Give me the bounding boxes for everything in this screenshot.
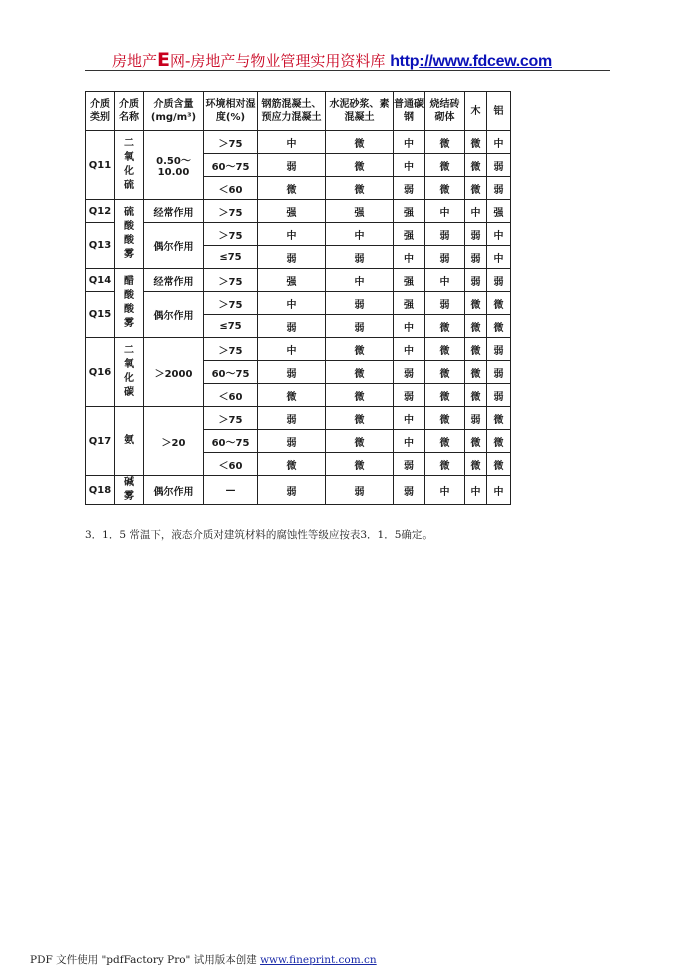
grade-cell: 微 [465, 384, 487, 407]
category-cell: Q15 [86, 292, 115, 338]
content-cell: 0.50～10.00 [144, 131, 204, 200]
table-row [86, 223, 511, 246]
humidity-cell: ＜60 [204, 453, 258, 476]
grade-cell: 弱 [326, 292, 394, 315]
table-header-row [86, 92, 511, 131]
grade-cell: 微 [465, 315, 487, 338]
grade-cell: 弱 [394, 476, 425, 505]
category-cell: Q18 [86, 476, 115, 505]
grade-cell: 中 [258, 131, 326, 154]
grade-cell: 微 [465, 453, 487, 476]
grade-cell: 中 [326, 223, 394, 246]
header-site-name: 房地产 [112, 52, 158, 70]
category-cell: Q12 [86, 200, 115, 223]
grade-cell: 弱 [394, 384, 425, 407]
grade-cell: 中 [487, 131, 511, 154]
grade-cell: 中 [326, 269, 394, 292]
medium-name-cell [115, 200, 144, 269]
grade-cell: 微 [425, 177, 465, 200]
grade-cell: 微 [425, 361, 465, 384]
grade-cell: 微 [465, 154, 487, 177]
grade-cell: 微 [425, 430, 465, 453]
grade-cell: 弱 [394, 453, 425, 476]
header-url-rest: ://www.fdcew.com [419, 53, 552, 70]
grade-cell: 中 [394, 407, 425, 430]
grade-cell: 弱 [487, 361, 511, 384]
header-e-letter: E [157, 49, 170, 71]
content-cell: 偶尔作用 [144, 223, 204, 269]
humidity-cell: ＞75 [204, 200, 258, 223]
grade-cell: 微 [465, 338, 487, 361]
grade-cell: 弱 [465, 407, 487, 430]
grade-cell: 弱 [465, 223, 487, 246]
grade-cell: 中 [487, 246, 511, 269]
humidity-cell: ＞75 [204, 338, 258, 361]
grade-cell: 微 [326, 131, 394, 154]
humidity-cell: ≤75 [204, 246, 258, 269]
grade-cell: 弱 [394, 177, 425, 200]
grade-cell: 微 [465, 177, 487, 200]
grade-cell: 中 [425, 269, 465, 292]
table-row [86, 338, 511, 361]
table-row [86, 131, 511, 154]
grade-cell: 微 [326, 361, 394, 384]
grade-cell: 中 [465, 476, 487, 505]
grade-cell: 弱 [258, 315, 326, 338]
medium-name-cell [115, 476, 144, 505]
humidity-cell: ＞75 [204, 223, 258, 246]
medium-name-cell [115, 131, 144, 200]
grade-cell: 弱 [425, 292, 465, 315]
grade-cell: 微 [425, 154, 465, 177]
grade-cell: 弱 [258, 154, 326, 177]
humidity-cell: ＞75 [204, 131, 258, 154]
medium-name: 碱雾 [124, 477, 134, 502]
medium-name: 氨 [124, 435, 134, 446]
grade-cell: 弱 [487, 338, 511, 361]
grade-cell: 微 [326, 177, 394, 200]
grade-cell: 微 [465, 292, 487, 315]
content-cell: 经常作用 [144, 269, 204, 292]
humidity-cell: 60～75 [204, 154, 258, 177]
grade-cell: 微 [425, 131, 465, 154]
grade-cell: 弱 [425, 223, 465, 246]
grade-cell: 强 [394, 292, 425, 315]
medium-name: 二氧化硫 [124, 138, 134, 191]
content-cell: 偶尔作用 [144, 292, 204, 338]
humidity-cell: — [204, 476, 258, 505]
grade-cell: 微 [326, 338, 394, 361]
grade-cell: 中 [394, 131, 425, 154]
grade-cell: 中 [487, 476, 511, 505]
grade-cell: 弱 [487, 177, 511, 200]
grade-cell: 弱 [258, 430, 326, 453]
table-row [86, 269, 511, 292]
column-header: 环境相对湿度(%) [204, 92, 258, 131]
header-site-subtitle: 网-房地产与物业管理实用资料库 [170, 52, 386, 70]
grade-cell: 中 [258, 223, 326, 246]
grade-cell: 微 [425, 407, 465, 430]
grade-cell: 强 [394, 200, 425, 223]
humidity-cell: ＞75 [204, 407, 258, 430]
grade-cell: 微 [326, 407, 394, 430]
table-body [86, 131, 511, 505]
medium-name-cell [115, 407, 144, 476]
grade-cell: 中 [394, 315, 425, 338]
table-row [86, 200, 511, 223]
clause-paragraph: 3．1．5 常温下，液态介质对建筑材料的腐蚀性等级应按表3．1．5确定。 [85, 529, 433, 541]
footer-text: PDF 文件使用 "pdfFactory Pro" 试用版本创建 [30, 954, 257, 966]
grade-cell: 微 [326, 384, 394, 407]
content-cell: 经常作用 [144, 200, 204, 223]
content-cell: ＞2000 [144, 338, 204, 407]
grade-cell: 中 [465, 200, 487, 223]
grade-cell: 微 [487, 292, 511, 315]
grade-cell: 中 [258, 338, 326, 361]
grade-cell: 中 [394, 338, 425, 361]
category-cell: Q16 [86, 338, 115, 407]
humidity-cell: ＜60 [204, 177, 258, 200]
table-row [86, 292, 511, 315]
grade-cell: 弱 [487, 154, 511, 177]
grade-cell: 微 [258, 384, 326, 407]
corrosion-table [85, 91, 511, 505]
grade-cell: 微 [425, 453, 465, 476]
grade-cell: 微 [425, 315, 465, 338]
grade-cell: 强 [258, 269, 326, 292]
grade-cell: 微 [326, 430, 394, 453]
grade-cell: 中 [394, 154, 425, 177]
humidity-cell: ＞75 [204, 269, 258, 292]
medium-name-cell [115, 269, 144, 338]
grade-cell: 弱 [326, 315, 394, 338]
pdf-footer [30, 952, 377, 967]
grade-cell: 中 [394, 246, 425, 269]
grade-cell: 微 [425, 338, 465, 361]
grade-cell: 微 [465, 430, 487, 453]
table-row [86, 407, 511, 430]
grade-cell: 弱 [258, 407, 326, 430]
medium-name-cell [115, 338, 144, 407]
grade-cell: 微 [487, 407, 511, 430]
column-header: 介质类别 [86, 92, 115, 131]
grade-cell: 微 [326, 453, 394, 476]
footer-link[interactable]: www.fineprint.com.cn [260, 954, 377, 966]
grade-cell: 中 [487, 223, 511, 246]
grade-cell: 微 [487, 430, 511, 453]
medium-name: 醋酸酸雾 [124, 276, 134, 329]
grade-cell: 弱 [258, 246, 326, 269]
grade-cell: 强 [326, 200, 394, 223]
grade-cell: 中 [425, 476, 465, 505]
humidity-cell: 60～75 [204, 361, 258, 384]
column-header: 木 [465, 92, 487, 131]
content-cell: ＞20 [144, 407, 204, 476]
grade-cell: 弱 [487, 384, 511, 407]
header-divider [85, 70, 610, 71]
category-cell: Q11 [86, 131, 115, 200]
humidity-cell: ＜60 [204, 384, 258, 407]
table-row [86, 476, 511, 505]
grade-cell: 弱 [487, 269, 511, 292]
grade-cell: 微 [258, 177, 326, 200]
grade-cell: 微 [258, 453, 326, 476]
grade-cell: 微 [465, 361, 487, 384]
content-cell: 偶尔作用 [144, 476, 204, 505]
grade-cell: 微 [487, 453, 511, 476]
grade-cell: 弱 [326, 476, 394, 505]
grade-cell: 弱 [326, 246, 394, 269]
page-header [112, 50, 632, 72]
header-url-link[interactable] [390, 53, 552, 70]
column-header: 烧结砖砌体 [425, 92, 465, 131]
category-cell: Q13 [86, 223, 115, 269]
header-url-prefix: http [390, 53, 420, 70]
grade-cell: 微 [326, 154, 394, 177]
grade-cell: 强 [394, 223, 425, 246]
column-header: 普通碳钢 [394, 92, 425, 131]
humidity-cell: 60～75 [204, 430, 258, 453]
column-header: 水泥砂浆、素混凝土 [326, 92, 394, 131]
column-header: 钢筋混凝土、预应力混凝土 [258, 92, 326, 131]
grade-cell: 弱 [465, 246, 487, 269]
grade-cell: 微 [487, 315, 511, 338]
medium-name: 硫酸酸雾 [124, 207, 134, 260]
grade-cell: 强 [487, 200, 511, 223]
humidity-cell: ＞75 [204, 292, 258, 315]
category-cell: Q17 [86, 407, 115, 476]
grade-cell: 弱 [258, 361, 326, 384]
grade-cell: 微 [465, 131, 487, 154]
grade-cell: 微 [425, 384, 465, 407]
medium-name: 二氧化碳 [124, 345, 134, 398]
grade-cell: 中 [258, 292, 326, 315]
grade-cell: 强 [258, 200, 326, 223]
grade-cell: 弱 [465, 269, 487, 292]
column-header: 介质含量(mg/m³) [144, 92, 204, 131]
humidity-cell: ≤75 [204, 315, 258, 338]
category-cell: Q14 [86, 269, 115, 292]
grade-cell: 中 [394, 430, 425, 453]
column-header: 介质名称 [115, 92, 144, 131]
grade-cell: 强 [394, 269, 425, 292]
grade-cell: 弱 [258, 476, 326, 505]
column-header: 铝 [487, 92, 511, 131]
grade-cell: 弱 [425, 246, 465, 269]
grade-cell: 弱 [394, 361, 425, 384]
grade-cell: 中 [425, 200, 465, 223]
